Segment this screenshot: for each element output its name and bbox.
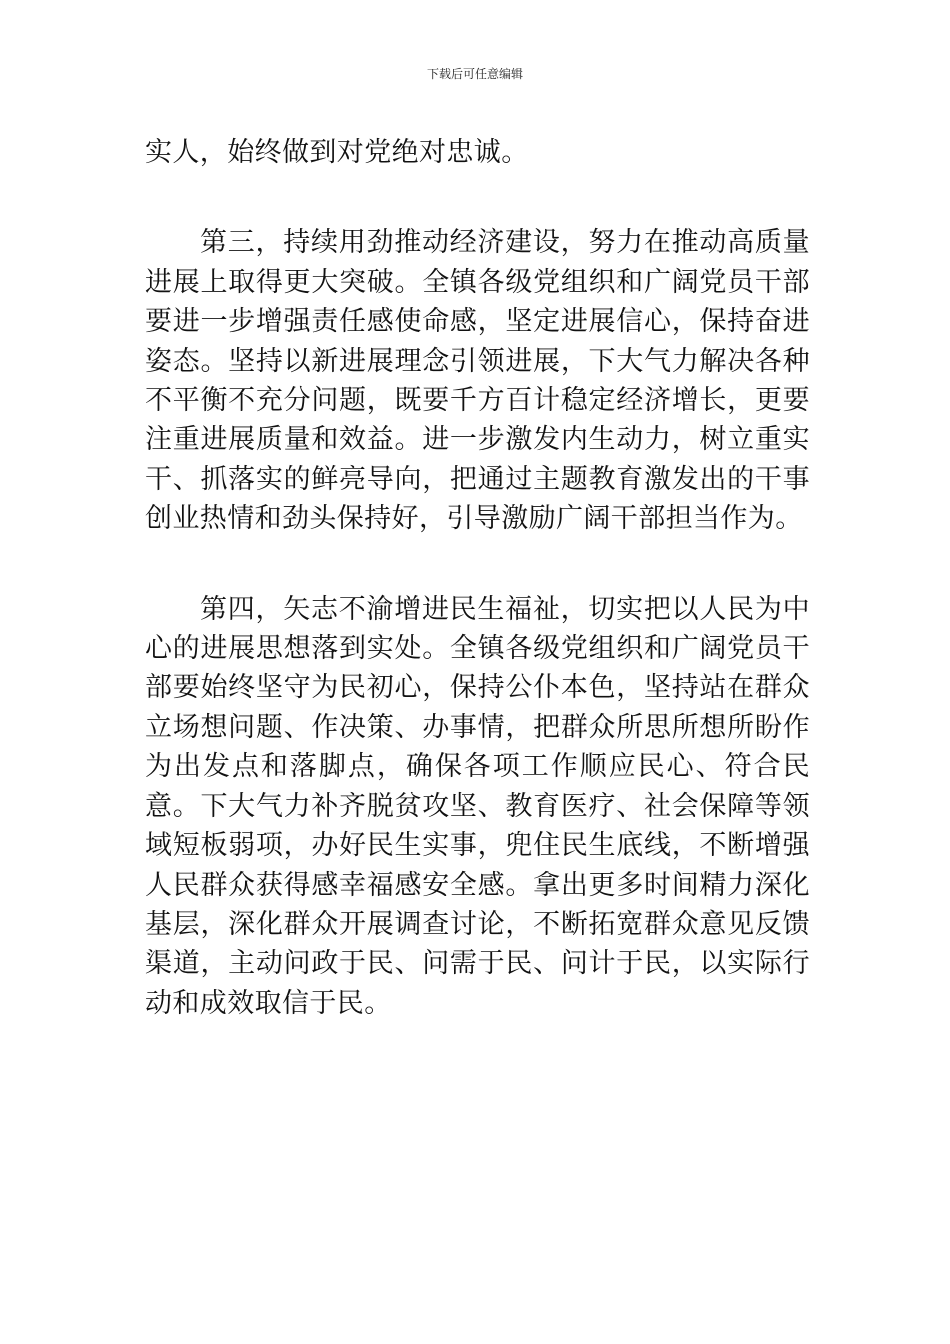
document-body <box>145 133 810 1023</box>
page-header-note: 下载后可任意编辑 <box>426 67 523 81</box>
paragraph-fourth-point: 第四，矢志不渝增进民生福祉，切实把以人民为中心的进展思想落到实处。全镇各级党组织和广阔党员干部要始终坚守为民初心，保持公仆本色，坚持站在群众立场想问题、作决策、办事情，把群众所思所想所盼作为出发点和落脚点，确保各项工作顺应民心、符合民意。下大气力补齐脱贫攻坚、教育医疗、社会保障等领域短板弱项，办好民生实事，兜住民生底线，不断增强人民群众获得感幸福感安全感。拿出更多时间精力深化基层，深化群众开展调查讨论，不断拓宽群众意见反馈渠道，主动问政于民、问需于民、问计于民，以实际行动和成效取信于民。 <box>145 593 810 1019</box>
paragraph-continuation: 实人，始终做到对党绝对忠诚。 <box>145 137 529 168</box>
paragraph-third-point: 第三，持续用劲推动经济建设，努力在推动高质量进展上取得更大突破。全镇各级党组织和广阔党员干部要进一步增强责任感使命感，坚定进展信心，保持奋进姿态。坚持以新进展理念引领进展，下大气力解决各种不平衡不充分问题，既要千方百计稳定经济增长，更要注重进展质量和效益。进一步激发内生动力，树立重实干、抓落实的鲜亮导向，把通过主题教育激发出的干事创业热情和劲头保持好，引导激励广阔干部担当作为。 <box>145 227 810 535</box>
